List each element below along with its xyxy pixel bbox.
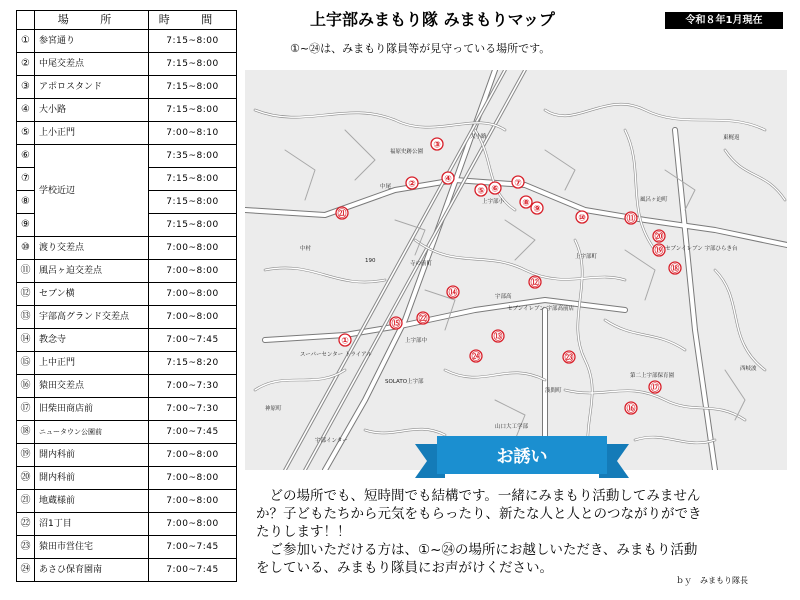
row-place: 中尾交差点 [35,53,149,76]
map-marker-5[interactable] [475,184,487,197]
row-place: 沼1丁目 [35,513,149,536]
row-place: ニュータウン公園前 [35,421,149,444]
row-number: ㉒ [17,513,35,536]
invite-line-1: どの場所でも、短時間でも結構です。一緒にみまもり活動してみません [256,488,701,504]
row-number: ⑬ [17,306,35,329]
label-trial: スーパーセンター トライアル [300,352,372,358]
ribbon-label: お誘い [496,447,548,467]
row-place: 参宮通り [35,30,149,53]
row-time: 7:00~8:00 [149,260,237,283]
map-marker-label: ㉓ [564,353,574,364]
label-kamiube-cho: 上宇部町 [575,254,598,260]
table-row [17,467,237,490]
label-furogasako: 風呂ヶ迫町 [640,197,668,203]
table-row [17,421,237,444]
row-place: 開内科前 [35,444,149,467]
table-row [17,53,237,76]
map-marker-label: ⑥ [491,184,499,195]
row-place: 旧柴田商店前 [35,398,149,421]
map-marker-label: ① [341,336,349,347]
map-marker-label: ㉑ [337,209,347,220]
row-number: ⑳ [17,467,35,490]
table-row [17,490,237,513]
map-marker-label: ⑭ [448,288,458,299]
row-time: 7:00~7:30 [149,375,237,398]
table-row [17,76,237,99]
row-time: 7:15~8:20 [149,352,237,375]
row-time: 7:15~8:00 [149,168,237,191]
label-kamiube-sho: 上宇部小 [482,199,505,205]
map-marker-label: ⑧ [522,198,530,209]
map-marker-label: ⑳ [654,232,664,243]
invite-line-2: か？子どもたちから元気をもらったり、新たな人と人とのつながりができ [256,506,702,522]
row-place: 開内科前 [35,467,149,490]
label-seven-ohtsubo: セブンイレブン 宇部高前店 [507,306,575,312]
map-marker-label: ⑮ [391,319,401,330]
map-marker-label: ⑨ [533,204,541,215]
map-marker-18[interactable] [669,262,681,275]
row-place: 猿田交差点 [35,375,149,398]
signature: ｂｙ みまもり隊長 [676,576,748,585]
schedule-table [16,10,237,582]
row-number: ② [17,53,35,76]
row-time: 7:15~8:00 [149,214,237,237]
map-marker-label: ㉒ [418,314,428,325]
map-marker-4[interactable] [442,172,454,185]
row-time: 7:00~7:30 [149,398,237,421]
label-kaminishi: 神原町 [265,406,282,412]
label-nakamura: 中村 [300,246,312,252]
date-badge: 令和８年1月現在 [665,12,783,29]
label-tera: 寺の前町 [410,261,433,267]
label-seven-hirakidai: セブンイレブン 宇部ひらき台 [665,246,738,252]
map-marker-2[interactable] [406,177,418,190]
map-marker-label: ㉔ [471,352,481,363]
table-row [17,444,237,467]
row-time: 7:00~8:00 [149,467,237,490]
row-place: 宇部高グランド交差点 [35,306,149,329]
row-time: 7:00~8:00 [149,237,237,260]
label-ubeko: 宇部高 [495,294,512,300]
map-marker-14[interactable] [447,286,459,299]
table-row [17,536,237,559]
map-marker-22[interactable] [417,312,429,325]
map-marker-8[interactable] [520,196,532,209]
row-number: ⑧ [17,191,35,214]
map-marker-6[interactable] [489,182,501,195]
row-number: ④ [17,99,35,122]
row-time: 7:00~8:00 [149,490,237,513]
label-sengen: 浅間町 [545,388,562,394]
map-marker-label: ⑱ [670,264,680,275]
map-marker-20[interactable] [653,230,665,243]
map-marker-label: ⑩ [578,213,586,224]
row-number: ⑲ [17,444,35,467]
label-nishikiwa: 西岐波 [740,366,757,372]
row-time: 7:00~7:45 [149,421,237,444]
label-daini-hoikuen: 第二上宇部保育園 [630,373,675,379]
map-marker-label: ⑪ [626,214,636,225]
row-time: 7:00~7:45 [149,559,237,582]
row-time: 7:00~8:10 [149,122,237,145]
invite-line-5: をしている、みまもり隊員にお声がけください。 [256,560,553,576]
map-marker-label: ⑲ [654,246,664,257]
row-place: 上中正門 [35,352,149,375]
header-num-cell [17,11,35,30]
map-marker-label: ⑦ [514,178,522,189]
invite-line-4: ご参加いただける方は、①~㉔の場所にお越しいただき、みまもり活動 [256,542,698,558]
map-marker-17[interactable] [649,381,661,394]
row-place: 大小路 [35,99,149,122]
row-time: 7:00~8:00 [149,444,237,467]
row-place: あさひ保育園南 [35,559,149,582]
row-number: ⑭ [17,329,35,352]
map-marker-21[interactable] [336,207,348,220]
row-time: 7:35~8:00 [149,145,237,168]
map-marker-1[interactable] [339,334,351,347]
row-place: 地蔵様前 [35,490,149,513]
row-time: 7:00~7:45 [149,329,237,352]
row-number: ⑨ [17,214,35,237]
map-marker-label: ⑯ [626,404,636,415]
map-marker-3[interactable] [431,138,443,151]
header-time: 時 間 [149,11,237,30]
label-yamaguchi-univ: 山口大工学部 [495,424,529,430]
invitation-ribbon [415,430,629,486]
table-row [17,145,237,168]
table-row [17,352,237,375]
row-number: ① [17,30,35,53]
row-place: 教念寺 [35,329,149,352]
row-number: ⑤ [17,122,35,145]
map-marker-label: ⑬ [493,332,503,343]
row-place: アポロスタンド [35,76,149,99]
map-marker-label: ④ [444,174,452,185]
invite-line-3: たりします！！ [256,524,351,540]
row-time: 7:15~8:00 [149,53,237,76]
table-row [17,398,237,421]
label-daishoji: 大小路 [470,134,487,140]
map-marker-label: ⑫ [530,278,540,289]
row-place: セブン横 [35,283,149,306]
table-row [17,237,237,260]
label-ube-inter: 宇部インター [315,438,348,444]
map-marker-10[interactable] [576,211,588,224]
row-number: ㉔ [17,559,35,582]
map-marker-label: ③ [433,140,441,151]
row-number: ⑰ [17,398,35,421]
label-route-190: 190 [365,258,376,264]
map-marker-24[interactable] [470,350,482,363]
row-time: 7:00~7:45 [149,536,237,559]
label-solato: SOLATO上宇部 [385,379,424,385]
header-place: 場 所 [35,11,149,30]
table-row [17,122,237,145]
row-time: 7:00~8:00 [149,513,237,536]
street-map[interactable] [245,70,787,470]
row-time: 7:15~8:00 [149,191,237,214]
invitation-text [256,487,796,577]
row-number: ⑯ [17,375,35,398]
table-row [17,375,237,398]
row-time: 7:15~8:00 [149,99,237,122]
map-marker-label: ② [408,179,416,190]
label-nakao: 中尾 [380,184,392,190]
table-row [17,260,237,283]
map-marker-15[interactable] [390,317,402,330]
map-marker-12[interactable] [529,276,541,289]
row-time: 7:00~8:00 [149,283,237,306]
row-number: ㉑ [17,490,35,513]
row-number: ③ [17,76,35,99]
row-number: ㉓ [17,536,35,559]
table-row [17,30,237,53]
label-fukuhara: 福原史跡公園 [390,149,424,155]
table-row [17,306,237,329]
row-time: 7:15~8:00 [149,30,237,53]
row-number: ⑱ [17,421,35,444]
label-kamiube-chu: 上宇部中 [405,338,428,344]
table-header-row [17,11,237,30]
row-number: ⑫ [17,283,35,306]
row-place: 渡り交差点 [35,237,149,260]
map-subtitle: ①~㉔は、みまもり隊員等が見守っている場所です。 [290,42,551,55]
row-place: 猿田市営住宅 [35,536,149,559]
row-number: ⑦ [17,168,35,191]
table-row [17,513,237,536]
row-place: 学校近辺 [35,145,149,237]
table-row [17,559,237,582]
map-marker-19[interactable] [653,244,665,257]
map-marker-label: ⑰ [650,383,660,394]
label-higashi: 東梶返 [723,135,740,141]
table-row [17,283,237,306]
page-title: 上宇部みまもり隊 みまもりマップ [310,10,555,29]
row-number: ⑮ [17,352,35,375]
map-marker-13[interactable] [492,330,504,343]
map-marker-9[interactable] [531,202,543,215]
map-marker-7[interactable] [512,176,524,189]
map-marker-label: ⑤ [477,186,485,197]
row-number: ⑩ [17,237,35,260]
row-number: ⑪ [17,260,35,283]
row-time: 7:00~8:00 [149,306,237,329]
row-place: 上小正門 [35,122,149,145]
map-marker-11[interactable] [625,212,637,225]
map-marker-23[interactable] [563,351,575,364]
map-marker-16[interactable] [625,402,637,415]
row-place: 風呂ヶ迫交差点 [35,260,149,283]
table-row [17,329,237,352]
row-time: 7:15~8:00 [149,76,237,99]
table-row [17,99,237,122]
row-number: ⑥ [17,145,35,168]
